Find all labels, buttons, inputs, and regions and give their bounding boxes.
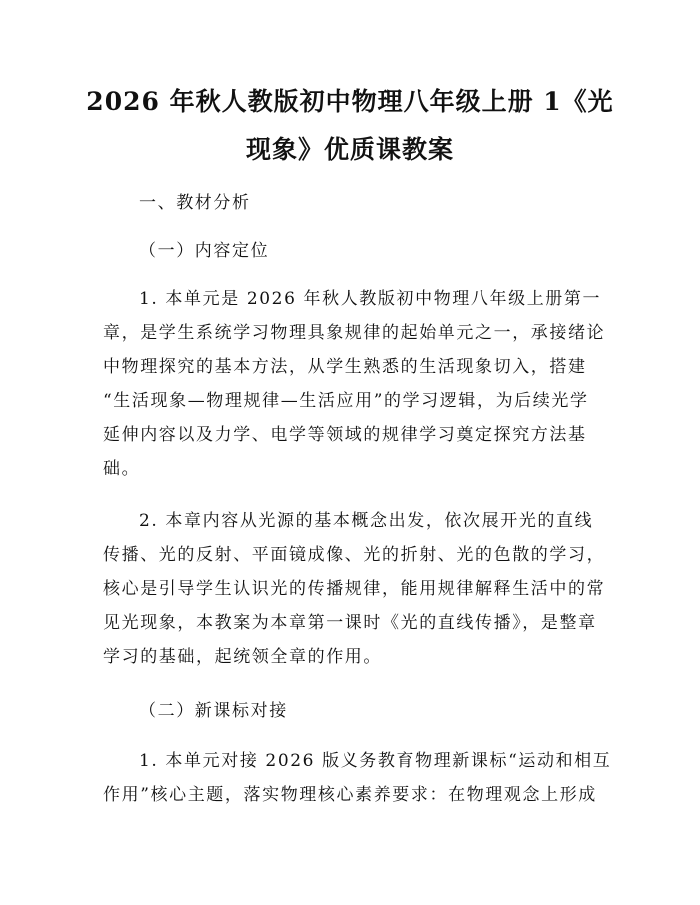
paragraph-2-line: 学习的基础，起统领全章的作用。 [103, 647, 382, 667]
paragraph-2-line: 见光现象，本教案为本章第一课时《光的直线传播》，是整章 [103, 613, 597, 633]
subsection-heading-new-curriculum: （二）新课标对接 [139, 701, 288, 721]
paragraph-1-line: 章，是学生系统学习物理具象规律的起始单元之一，承接绪论 [103, 323, 606, 343]
paragraph-2-line: 2. 本章内容从光源的基本概念出发，依次展开光的直线 [139, 511, 594, 531]
paragraph-1-line: “生活现象—物理规律—生活应用”的学习逻辑，为后续光学 [103, 391, 589, 411]
paragraph-1-line: 1. 本单元是 2026 年秋人教版初中物理八年级上册第一 [139, 289, 602, 309]
document-title-line-1: 2026 年秋人教版初中物理八年级上册 1《光 [86, 87, 614, 116]
paragraph-1-line: 延伸内容以及力学、电学等领域的规律学习奠定探究方法基 [103, 425, 587, 445]
paragraph-1-line: 中物理探究的基本方法，从学生熟悉的生活现象切入，搭建 [103, 357, 587, 377]
paragraph-2-line: 传播、光的反射、平面镜成像、光的折射、光的色散的学习， [103, 545, 606, 565]
subsection-heading-content-position: （一）内容定位 [139, 241, 270, 261]
paragraph-3-line: 作用”核心主题，落实物理核心素养要求：在物理观念上形成 [103, 785, 597, 805]
document-title-line-2: 现象》优质课教案 [245, 135, 454, 164]
paragraph-3-line: 1. 本单元对接 2026 版义务教育物理新课标“运动和相互 [139, 751, 612, 771]
paragraph-2-line: 核心是引导学生认识光的传播规律，能用规律解释生活中的常 [103, 579, 606, 599]
paragraph-1-line: 础。 [103, 459, 141, 479]
section-heading-textbook-analysis: 一、教材分析 [139, 193, 251, 213]
